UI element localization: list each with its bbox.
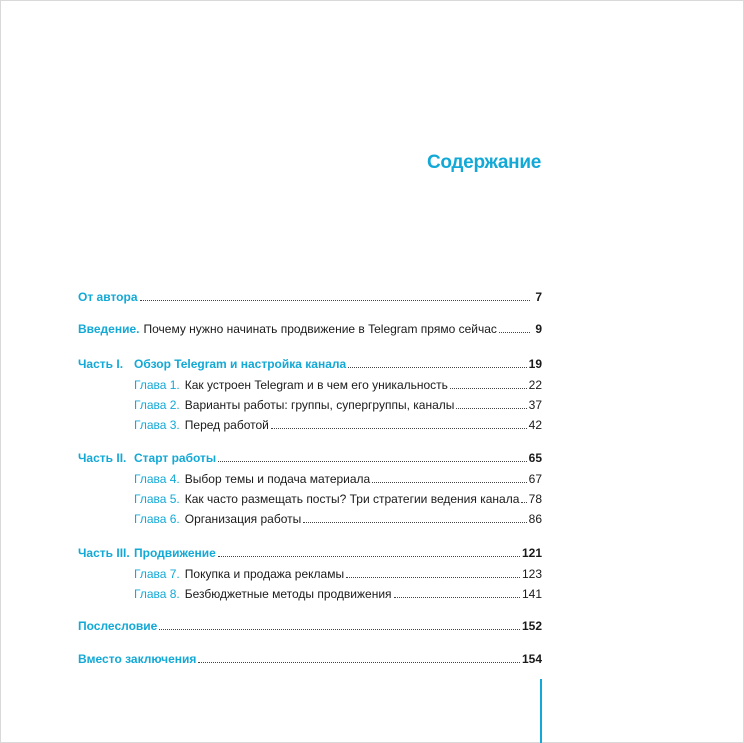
chapter-title: Как устроен Telegram и в чем его уникальность <box>184 378 448 392</box>
dot-leader <box>140 300 531 301</box>
toc-entry-intro[interactable] <box>78 320 542 336</box>
toc-entry-author[interactable] <box>78 288 542 304</box>
toc-entry-chapter-2[interactable] <box>134 396 542 412</box>
entry-label: Введение. <box>78 322 140 336</box>
entry-description: Почему нужно начинать продвижение в Telegram прямо сейчас <box>143 322 497 336</box>
margin-accent-line <box>540 679 542 743</box>
toc-entry-chapter-1[interactable] <box>134 376 542 392</box>
chapter-label: Глава 2. <box>134 398 180 412</box>
page-number: 19 <box>528 357 542 371</box>
dot-leader <box>218 556 520 557</box>
chapter-title: Перед работой <box>184 418 269 432</box>
dot-leader <box>348 367 526 368</box>
page-number: 123 <box>521 567 542 581</box>
dot-leader <box>159 629 520 630</box>
toc-entry-chapter-6[interactable] <box>134 510 542 526</box>
dot-leader <box>450 388 527 389</box>
page-number: 42 <box>528 418 542 432</box>
entry-label: Послесловие <box>78 619 158 633</box>
page-number: 37 <box>528 398 542 412</box>
toc-entry-chapter-4[interactable] <box>134 470 542 486</box>
page-number: 141 <box>521 587 542 601</box>
part-label: Часть III. <box>78 546 130 560</box>
entry-label: Вместо заключения <box>78 652 197 666</box>
part-title: Обзор Telegram и настройка канала <box>134 357 347 371</box>
chapter-label: Глава 5. <box>134 492 180 506</box>
chapter-label: Глава 3. <box>134 418 180 432</box>
page-number: 22 <box>528 378 542 392</box>
toc-entry-part-1[interactable] <box>78 355 542 371</box>
part-label: Часть I. <box>78 357 124 371</box>
page-title: Содержание <box>426 152 541 173</box>
chapter-title: Покупка и продажа рекламы <box>184 567 345 581</box>
chapter-label: Глава 6. <box>134 512 180 526</box>
dot-leader <box>394 597 520 598</box>
part-title: Продвижение <box>134 546 216 560</box>
part-label: Часть II. <box>78 451 127 465</box>
page-number: 78 <box>528 492 542 506</box>
chapter-label: Глава 8. <box>134 587 180 601</box>
page-number: 152 <box>521 619 542 633</box>
chapter-title: Организация работы <box>184 512 302 526</box>
dot-leader <box>271 428 527 429</box>
page-number: 67 <box>528 472 542 486</box>
chapter-title: Выбор темы и подача материала <box>184 472 371 486</box>
dot-leader <box>499 332 530 333</box>
chapter-title: Безбюджетные методы продвижения <box>184 587 392 601</box>
chapter-label: Глава 4. <box>134 472 180 486</box>
page-number: 7 <box>535 290 542 304</box>
entry-label: От автора <box>78 290 138 304</box>
toc-entry-chapter-8[interactable] <box>134 585 542 601</box>
dot-leader <box>372 482 526 483</box>
toc-entry-chapter-5[interactable] <box>134 490 542 506</box>
toc-entry-chapter-7[interactable] <box>134 565 542 581</box>
dot-leader <box>456 408 526 409</box>
chapter-label: Глава 1. <box>134 378 180 392</box>
page-number: 154 <box>521 652 542 666</box>
page-number: 86 <box>528 512 542 526</box>
part-title: Старт работы <box>134 451 217 465</box>
page-number: 121 <box>521 546 542 560</box>
dot-leader <box>521 502 526 503</box>
toc-entry-part-2[interactable] <box>78 449 542 465</box>
chapter-title: Варианты работы: группы, супергруппы, каналы <box>184 398 455 412</box>
page-number: 65 <box>528 451 542 465</box>
dot-leader <box>346 577 520 578</box>
toc-entry-afterword[interactable] <box>78 617 542 633</box>
toc-entry-conclusion[interactable] <box>78 650 542 666</box>
dot-leader <box>198 662 520 663</box>
chapter-title: Как часто размещать посты? Три стратегии ведения канала <box>184 492 520 506</box>
toc-entry-part-3[interactable] <box>78 544 542 560</box>
dot-leader <box>218 461 526 462</box>
page-number: 9 <box>535 322 542 336</box>
toc-entry-chapter-3[interactable] <box>134 416 542 432</box>
dot-leader <box>303 522 526 523</box>
chapter-label: Глава 7. <box>134 567 180 581</box>
